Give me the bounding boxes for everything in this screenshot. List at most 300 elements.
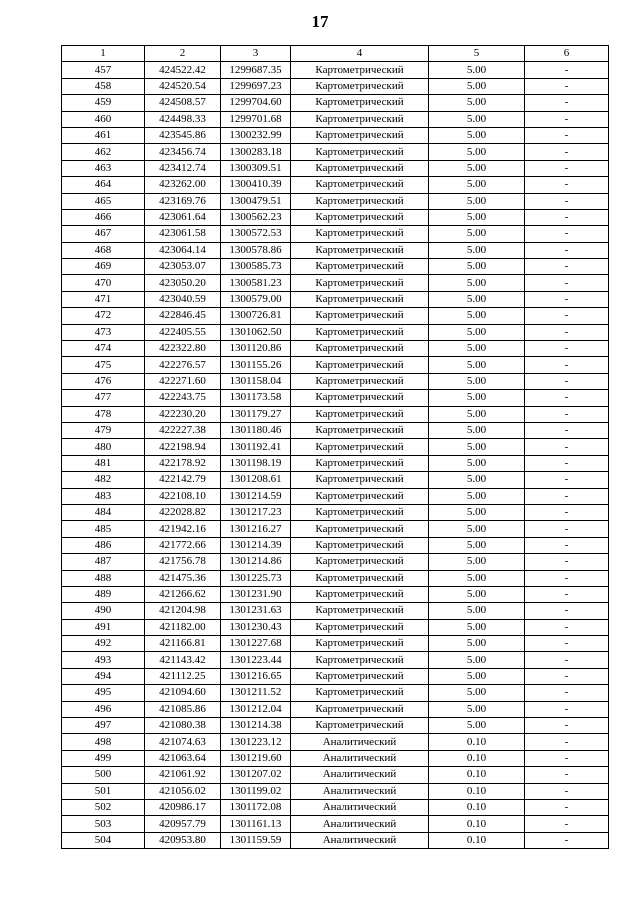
table-row	[62, 144, 609, 160]
cell-x-coordinate: 421204.98	[145, 603, 221, 619]
cell-note: -	[525, 341, 609, 357]
cell-accuracy: 5.00	[429, 308, 525, 324]
cell-note: -	[525, 193, 609, 209]
cell-note: -	[525, 603, 609, 619]
cell-accuracy: 5.00	[429, 455, 525, 471]
cell-method: Картометрический	[291, 259, 429, 275]
cell-point-number: 498	[62, 734, 145, 750]
cell-x-coordinate: 424508.57	[145, 95, 221, 111]
cell-point-number: 493	[62, 652, 145, 668]
table-row	[62, 488, 609, 504]
cell-method: Картометрический	[291, 718, 429, 734]
table-row	[62, 390, 609, 406]
cell-point-number: 477	[62, 390, 145, 406]
cell-y-coordinate: 1300572.53	[221, 226, 291, 242]
table-row	[62, 685, 609, 701]
cell-x-coordinate: 421094.60	[145, 685, 221, 701]
page-number: 17	[311, 12, 329, 31]
cell-method: Картометрический	[291, 291, 429, 307]
cell-method: Картометрический	[291, 603, 429, 619]
cell-accuracy: 0.10	[429, 767, 525, 783]
cell-note: -	[525, 652, 609, 668]
table-row	[62, 816, 609, 832]
cell-y-coordinate: 1301161.13	[221, 816, 291, 832]
cell-accuracy: 5.00	[429, 406, 525, 422]
cell-note: -	[525, 177, 609, 193]
table-row	[62, 619, 609, 635]
cell-point-number: 473	[62, 324, 145, 340]
cell-point-number: 472	[62, 308, 145, 324]
cell-accuracy: 5.00	[429, 95, 525, 111]
cell-point-number: 468	[62, 242, 145, 258]
cell-y-coordinate: 1300309.51	[221, 160, 291, 176]
cell-point-number: 462	[62, 144, 145, 160]
cell-point-number: 490	[62, 603, 145, 619]
cell-note: -	[525, 718, 609, 734]
cell-point-number: 465	[62, 193, 145, 209]
cell-method: Картометрический	[291, 62, 429, 78]
cell-x-coordinate: 421056.02	[145, 783, 221, 799]
coordinates-table	[61, 45, 609, 849]
cell-note: -	[525, 636, 609, 652]
cell-accuracy: 5.00	[429, 242, 525, 258]
cell-accuracy: 5.00	[429, 521, 525, 537]
cell-point-number: 466	[62, 209, 145, 225]
cell-method: Картометрический	[291, 160, 429, 176]
cell-accuracy: 5.00	[429, 160, 525, 176]
cell-point-number: 495	[62, 685, 145, 701]
cell-method: Картометрический	[291, 226, 429, 242]
cell-x-coordinate: 422178.92	[145, 455, 221, 471]
cell-y-coordinate: 1301062.50	[221, 324, 291, 340]
cell-method: Картометрический	[291, 78, 429, 94]
cell-y-coordinate: 1301214.38	[221, 718, 291, 734]
cell-x-coordinate: 423064.14	[145, 242, 221, 258]
cell-y-coordinate: 1301223.44	[221, 652, 291, 668]
cell-x-coordinate: 421085.86	[145, 701, 221, 717]
cell-accuracy: 5.00	[429, 177, 525, 193]
cell-method: Картометрический	[291, 177, 429, 193]
cell-y-coordinate: 1301223.12	[221, 734, 291, 750]
cell-note: -	[525, 209, 609, 225]
table-row	[62, 636, 609, 652]
cell-accuracy: 5.00	[429, 209, 525, 225]
cell-accuracy: 0.10	[429, 799, 525, 815]
cell-note: -	[525, 78, 609, 94]
table-row	[62, 308, 609, 324]
cell-y-coordinate: 1301173.58	[221, 390, 291, 406]
cell-y-coordinate: 1301208.61	[221, 472, 291, 488]
table-row	[62, 193, 609, 209]
cell-point-number: 494	[62, 668, 145, 684]
cell-method: Картометрический	[291, 95, 429, 111]
cell-point-number: 460	[62, 111, 145, 127]
table-row	[62, 799, 609, 815]
cell-note: -	[525, 734, 609, 750]
cell-accuracy: 0.10	[429, 832, 525, 848]
cell-note: -	[525, 504, 609, 520]
table-row	[62, 586, 609, 602]
cell-note: -	[525, 422, 609, 438]
cell-note: -	[525, 537, 609, 553]
cell-method: Аналитический	[291, 767, 429, 783]
cell-method: Картометрический	[291, 570, 429, 586]
cell-accuracy: 5.00	[429, 62, 525, 78]
cell-point-number: 500	[62, 767, 145, 783]
cell-point-number: 457	[62, 62, 145, 78]
cell-y-coordinate: 1301219.60	[221, 750, 291, 766]
cell-accuracy: 5.00	[429, 193, 525, 209]
cell-y-coordinate: 1301120.86	[221, 341, 291, 357]
table-row	[62, 242, 609, 258]
cell-accuracy: 5.00	[429, 619, 525, 635]
cell-x-coordinate: 422243.75	[145, 390, 221, 406]
cell-accuracy: 5.00	[429, 78, 525, 94]
cell-method: Картометрический	[291, 619, 429, 635]
cell-method: Аналитический	[291, 750, 429, 766]
cell-y-coordinate: 1299704.60	[221, 95, 291, 111]
cell-x-coordinate: 423169.76	[145, 193, 221, 209]
cell-x-coordinate: 423262.00	[145, 177, 221, 193]
cell-y-coordinate: 1299687.35	[221, 62, 291, 78]
cell-method: Картометрический	[291, 636, 429, 652]
cell-point-number: 459	[62, 95, 145, 111]
cell-accuracy: 5.00	[429, 111, 525, 127]
cell-note: -	[525, 488, 609, 504]
cell-x-coordinate: 420957.79	[145, 816, 221, 832]
cell-accuracy: 5.00	[429, 668, 525, 684]
cell-method: Картометрический	[291, 390, 429, 406]
table-header-row	[62, 46, 609, 62]
table-row	[62, 652, 609, 668]
cell-point-number: 483	[62, 488, 145, 504]
cell-y-coordinate: 1301216.65	[221, 668, 291, 684]
cell-method: Аналитический	[291, 783, 429, 799]
table-row	[62, 767, 609, 783]
cell-y-coordinate: 1301214.86	[221, 554, 291, 570]
cell-method: Картометрический	[291, 357, 429, 373]
cell-x-coordinate: 422108.10	[145, 488, 221, 504]
cell-point-number: 467	[62, 226, 145, 242]
table-row	[62, 226, 609, 242]
table-row	[62, 832, 609, 848]
table-row	[62, 718, 609, 734]
table-row	[62, 521, 609, 537]
cell-note: -	[525, 406, 609, 422]
cell-x-coordinate: 422846.45	[145, 308, 221, 324]
cell-x-coordinate: 421143.42	[145, 652, 221, 668]
table-row	[62, 78, 609, 94]
cell-point-number: 479	[62, 422, 145, 438]
cell-y-coordinate: 1301179.27	[221, 406, 291, 422]
table-row	[62, 472, 609, 488]
table-row	[62, 209, 609, 225]
cell-x-coordinate: 422276.57	[145, 357, 221, 373]
cell-note: -	[525, 750, 609, 766]
cell-note: -	[525, 127, 609, 143]
cell-accuracy: 5.00	[429, 537, 525, 553]
cell-point-number: 485	[62, 521, 145, 537]
table-row	[62, 734, 609, 750]
cell-method: Картометрический	[291, 111, 429, 127]
cell-accuracy: 5.00	[429, 291, 525, 307]
cell-x-coordinate: 422227.38	[145, 422, 221, 438]
cell-point-number: 463	[62, 160, 145, 176]
cell-method: Картометрический	[291, 406, 429, 422]
cell-point-number: 486	[62, 537, 145, 553]
cell-point-number: 502	[62, 799, 145, 815]
cell-accuracy: 5.00	[429, 390, 525, 406]
table-row	[62, 570, 609, 586]
cell-method: Картометрический	[291, 308, 429, 324]
table-row	[62, 341, 609, 357]
cell-note: -	[525, 242, 609, 258]
cell-accuracy: 5.00	[429, 586, 525, 602]
cell-note: -	[525, 685, 609, 701]
cell-note: -	[525, 324, 609, 340]
header-cell-note: 6	[525, 46, 609, 62]
cell-y-coordinate: 1301225.73	[221, 570, 291, 586]
cell-accuracy: 5.00	[429, 570, 525, 586]
cell-accuracy: 5.00	[429, 472, 525, 488]
table-row	[62, 422, 609, 438]
cell-accuracy: 0.10	[429, 734, 525, 750]
cell-x-coordinate: 421080.38	[145, 718, 221, 734]
cell-x-coordinate: 422230.20	[145, 406, 221, 422]
table-row	[62, 783, 609, 799]
cell-x-coordinate: 423040.59	[145, 291, 221, 307]
cell-x-coordinate: 421063.64	[145, 750, 221, 766]
cell-method: Картометрический	[291, 472, 429, 488]
cell-note: -	[525, 455, 609, 471]
cell-x-coordinate: 422405.55	[145, 324, 221, 340]
cell-point-number: 481	[62, 455, 145, 471]
cell-point-number: 474	[62, 341, 145, 357]
cell-y-coordinate: 1301216.27	[221, 521, 291, 537]
cell-y-coordinate: 1301207.02	[221, 767, 291, 783]
cell-y-coordinate: 1300283.18	[221, 144, 291, 160]
cell-note: -	[525, 832, 609, 848]
cell-note: -	[525, 521, 609, 537]
cell-x-coordinate: 420953.80	[145, 832, 221, 848]
cell-accuracy: 5.00	[429, 422, 525, 438]
cell-x-coordinate: 424522.42	[145, 62, 221, 78]
cell-accuracy: 5.00	[429, 127, 525, 143]
cell-accuracy: 5.00	[429, 603, 525, 619]
cell-accuracy: 5.00	[429, 324, 525, 340]
table-row	[62, 701, 609, 717]
cell-y-coordinate: 1301217.23	[221, 504, 291, 520]
cell-note: -	[525, 275, 609, 291]
table-row	[62, 668, 609, 684]
cell-x-coordinate: 423061.64	[145, 209, 221, 225]
cell-note: -	[525, 111, 609, 127]
table-row	[62, 455, 609, 471]
table-row	[62, 373, 609, 389]
cell-accuracy: 5.00	[429, 488, 525, 504]
cell-y-coordinate: 1300562.23	[221, 209, 291, 225]
cell-point-number: 482	[62, 472, 145, 488]
cell-y-coordinate: 1301214.39	[221, 537, 291, 553]
cell-note: -	[525, 226, 609, 242]
cell-x-coordinate: 423050.20	[145, 275, 221, 291]
cell-y-coordinate: 1299697.23	[221, 78, 291, 94]
table-row	[62, 603, 609, 619]
cell-note: -	[525, 160, 609, 176]
table-row	[62, 324, 609, 340]
cell-y-coordinate: 1300479.51	[221, 193, 291, 209]
cell-accuracy: 5.00	[429, 636, 525, 652]
cell-method: Аналитический	[291, 799, 429, 815]
cell-method: Картометрический	[291, 439, 429, 455]
cell-method: Картометрический	[291, 242, 429, 258]
cell-y-coordinate: 1299701.68	[221, 111, 291, 127]
cell-point-number: 484	[62, 504, 145, 520]
header-cell-accuracy: 5	[429, 46, 525, 62]
cell-note: -	[525, 357, 609, 373]
cell-note: -	[525, 472, 609, 488]
cell-method: Картометрический	[291, 422, 429, 438]
cell-method: Картометрический	[291, 685, 429, 701]
cell-method: Картометрический	[291, 488, 429, 504]
cell-x-coordinate: 423053.07	[145, 259, 221, 275]
cell-y-coordinate: 1300578.86	[221, 242, 291, 258]
cell-point-number: 499	[62, 750, 145, 766]
cell-accuracy: 0.10	[429, 750, 525, 766]
cell-accuracy: 5.00	[429, 685, 525, 701]
cell-method: Картометрический	[291, 701, 429, 717]
cell-method: Картометрический	[291, 144, 429, 160]
cell-method: Картометрический	[291, 275, 429, 291]
cell-point-number: 501	[62, 783, 145, 799]
cell-method: Картометрический	[291, 537, 429, 553]
cell-note: -	[525, 586, 609, 602]
cell-note: -	[525, 701, 609, 717]
cell-method: Картометрический	[291, 193, 429, 209]
cell-y-coordinate: 1301198.19	[221, 455, 291, 471]
cell-x-coordinate: 422198.94	[145, 439, 221, 455]
cell-x-coordinate: 422142.79	[145, 472, 221, 488]
cell-point-number: 476	[62, 373, 145, 389]
cell-note: -	[525, 259, 609, 275]
cell-method: Картометрический	[291, 455, 429, 471]
table-row	[62, 177, 609, 193]
cell-note: -	[525, 390, 609, 406]
cell-note: -	[525, 308, 609, 324]
cell-x-coordinate: 421266.62	[145, 586, 221, 602]
cell-point-number: 489	[62, 586, 145, 602]
cell-y-coordinate: 1301180.46	[221, 422, 291, 438]
cell-accuracy: 5.00	[429, 341, 525, 357]
cell-y-coordinate: 1301199.02	[221, 783, 291, 799]
cell-x-coordinate: 421061.92	[145, 767, 221, 783]
cell-method: Картометрический	[291, 554, 429, 570]
table-body	[62, 46, 609, 849]
table-row	[62, 111, 609, 127]
cell-x-coordinate: 423456.74	[145, 144, 221, 160]
cell-x-coordinate: 424520.54	[145, 78, 221, 94]
cell-x-coordinate: 421166.81	[145, 636, 221, 652]
cell-method: Картометрический	[291, 209, 429, 225]
cell-point-number: 492	[62, 636, 145, 652]
table-row	[62, 504, 609, 520]
table-row	[62, 291, 609, 307]
cell-note: -	[525, 439, 609, 455]
cell-point-number: 491	[62, 619, 145, 635]
table-row	[62, 275, 609, 291]
table-row	[62, 62, 609, 78]
table-row	[62, 439, 609, 455]
cell-note: -	[525, 570, 609, 586]
cell-x-coordinate: 423545.86	[145, 127, 221, 143]
cell-x-coordinate: 422028.82	[145, 504, 221, 520]
cell-note: -	[525, 95, 609, 111]
cell-point-number: 464	[62, 177, 145, 193]
cell-accuracy: 5.00	[429, 357, 525, 373]
cell-note: -	[525, 144, 609, 160]
table-row	[62, 160, 609, 176]
cell-point-number: 496	[62, 701, 145, 717]
header-cell-point-number: 1	[62, 46, 145, 62]
cell-y-coordinate: 1301155.26	[221, 357, 291, 373]
cell-note: -	[525, 783, 609, 799]
cell-note: -	[525, 62, 609, 78]
cell-method: Картометрический	[291, 652, 429, 668]
cell-y-coordinate: 1301227.68	[221, 636, 291, 652]
cell-method: Картометрический	[291, 521, 429, 537]
table-row	[62, 537, 609, 553]
cell-method: Картометрический	[291, 668, 429, 684]
header-cell-x-coordinate: 2	[145, 46, 221, 62]
cell-point-number: 471	[62, 291, 145, 307]
cell-method: Аналитический	[291, 734, 429, 750]
cell-method: Картометрический	[291, 341, 429, 357]
cell-y-coordinate: 1301212.04	[221, 701, 291, 717]
cell-x-coordinate: 423412.74	[145, 160, 221, 176]
header-cell-method: 4	[291, 46, 429, 62]
cell-accuracy: 5.00	[429, 701, 525, 717]
cell-x-coordinate: 423061.58	[145, 226, 221, 242]
cell-accuracy: 5.00	[429, 652, 525, 668]
cell-point-number: 475	[62, 357, 145, 373]
cell-note: -	[525, 668, 609, 684]
cell-x-coordinate: 421112.25	[145, 668, 221, 684]
cell-accuracy: 0.10	[429, 783, 525, 799]
cell-x-coordinate: 422322.80	[145, 341, 221, 357]
cell-y-coordinate: 1301214.59	[221, 488, 291, 504]
cell-note: -	[525, 373, 609, 389]
cell-method: Картометрический	[291, 373, 429, 389]
cell-accuracy: 5.00	[429, 226, 525, 242]
cell-y-coordinate: 1301231.63	[221, 603, 291, 619]
cell-y-coordinate: 1301159.59	[221, 832, 291, 848]
cell-x-coordinate: 421182.00	[145, 619, 221, 635]
cell-x-coordinate: 421942.16	[145, 521, 221, 537]
cell-accuracy: 5.00	[429, 554, 525, 570]
cell-x-coordinate: 421772.66	[145, 537, 221, 553]
cell-point-number: 470	[62, 275, 145, 291]
cell-y-coordinate: 1300726.81	[221, 308, 291, 324]
cell-x-coordinate: 424498.33	[145, 111, 221, 127]
cell-y-coordinate: 1300585.73	[221, 259, 291, 275]
cell-x-coordinate: 421756.78	[145, 554, 221, 570]
cell-y-coordinate: 1301230.43	[221, 619, 291, 635]
table-row	[62, 750, 609, 766]
cell-note: -	[525, 799, 609, 815]
cell-x-coordinate: 420986.17	[145, 799, 221, 815]
table-row	[62, 95, 609, 111]
cell-accuracy: 5.00	[429, 504, 525, 520]
